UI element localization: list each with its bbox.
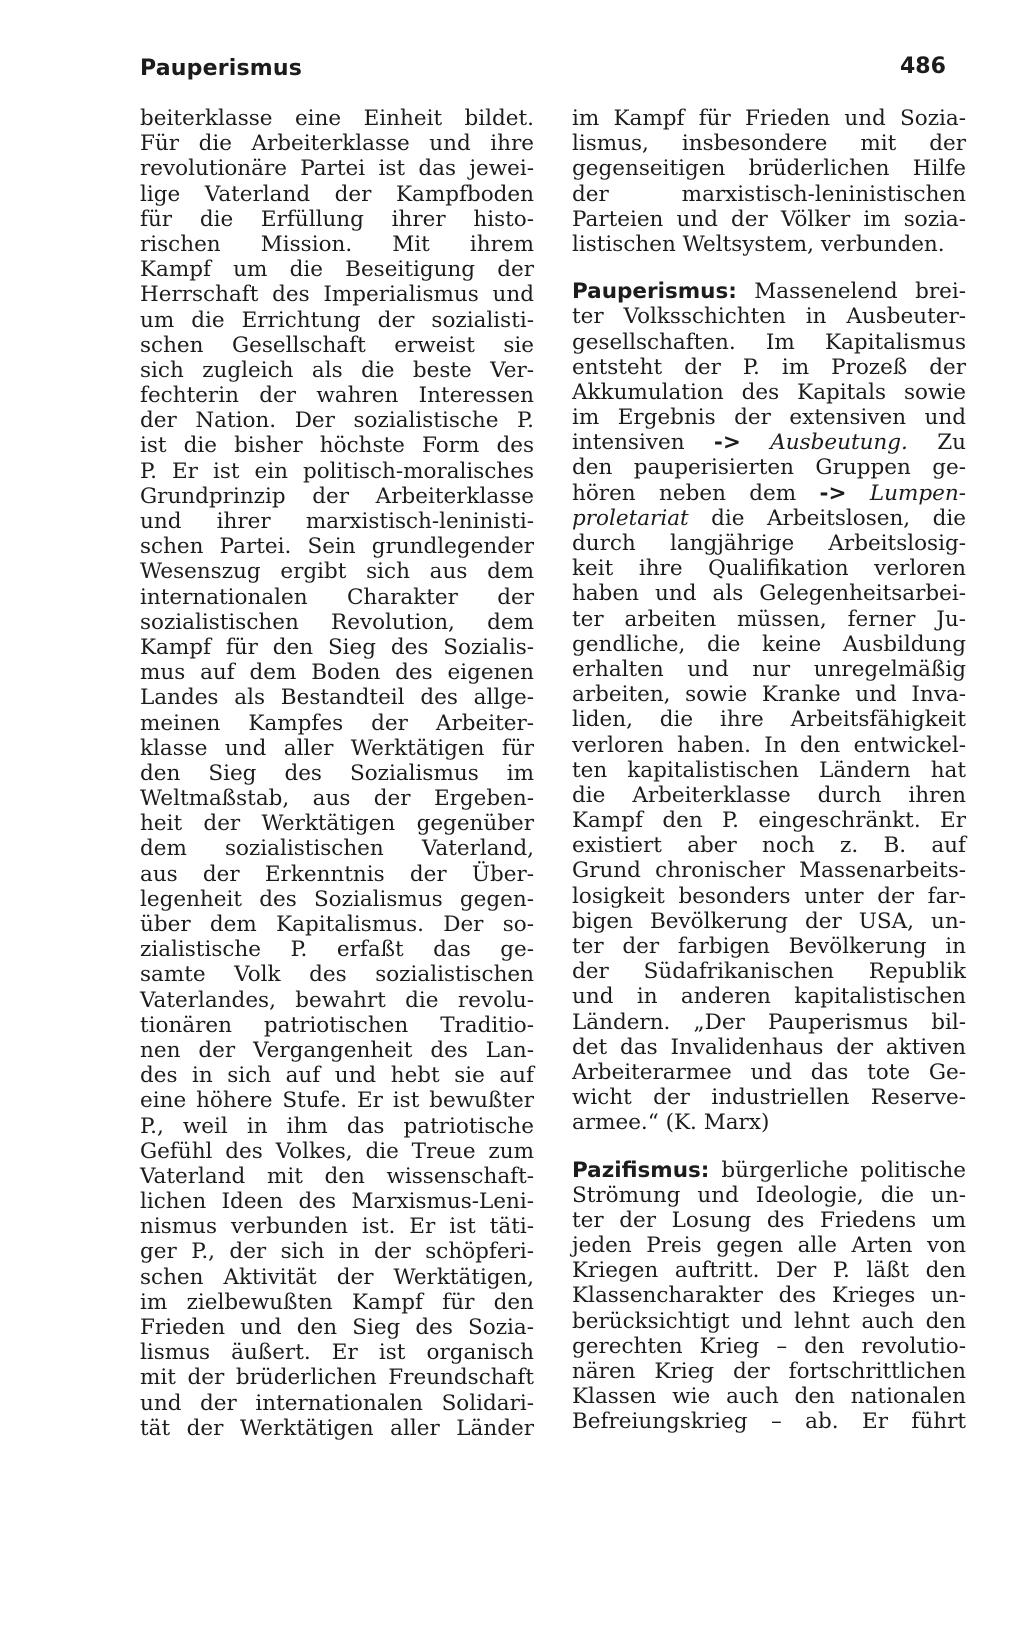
text-line: Vaterland mit den wissenschaft- [140, 1163, 534, 1189]
text-line: verloren haben. In den entwickel- [572, 732, 966, 758]
text-line: sozialistischen Revolution, dem [140, 609, 534, 635]
text-line: P. Er ist ein politisch-moralisches [140, 458, 534, 484]
text-line: keit ihre Qualifikation verloren [572, 556, 966, 582]
text-line: beiterklasse eine Einheit bildet. [140, 106, 534, 131]
lemma-pauperismus: Pauperismus: [572, 279, 737, 305]
text-line: losigkeit besonders unter der far- [572, 883, 966, 909]
text-line: im Ergebnis der extensiven und [572, 405, 966, 431]
right-column [572, 106, 966, 1435]
text-line: zialistische P. erfaßt das ge- [140, 937, 534, 963]
text-line: lismus, insbesondere mit der [572, 131, 966, 157]
text-fragment: Zu [907, 430, 966, 456]
text-line: tionären patriotischen Traditio- [140, 1012, 534, 1038]
text-line: der Nation. Der sozialistische P. [140, 408, 534, 434]
text-line: Strömung und Ideologie, die un- [572, 1182, 966, 1208]
text-line: Grund chronischer Massenarbeits- [572, 858, 966, 884]
text-line: Frieden und den Sieg des Sozia- [140, 1315, 534, 1340]
text-line: Klassencharakter des Krieges un- [572, 1283, 966, 1309]
lemma-pazifismus: Pazifismus: [572, 1157, 710, 1183]
text-fragment: hören neben dem [572, 480, 820, 506]
text-line: der Südafrikanischen Republik [572, 959, 966, 985]
text-line: ger P., der sich in der schöpferi- [140, 1239, 534, 1265]
text-line: bigen Bevölkerung der USA, un- [572, 908, 966, 934]
text-line: und in anderen kapitalistischen [572, 984, 966, 1010]
text-line: die Arbeiterklasse durch ihren [572, 782, 966, 808]
text-line: heit der Werktätigen gegenüber [140, 811, 534, 837]
text-line: gesellschaften. Im Kapitalismus [572, 329, 966, 355]
text-line: Grundprinzip der Arbeiterklasse [140, 483, 534, 509]
text-line: aus der Erkenntnis der Über- [140, 861, 534, 887]
text-line: um die Errichtung der sozialisti- [140, 307, 534, 333]
text-line: berücksichtigt und lehnt auch den [572, 1308, 966, 1334]
text-line: gerechten Krieg – den revolutio- [572, 1333, 966, 1359]
text-line: wicht der industriellen Reserve- [572, 1085, 966, 1111]
text-line: armee.“ (K. Marx) [572, 1110, 770, 1136]
text-line: des in sich auf und hebt sie auf [140, 1063, 534, 1089]
text-line: fechterin der wahren Interessen [140, 383, 534, 409]
text-line: für die Erfüllung ihrer histo- [140, 206, 534, 232]
text-line: gendliche, die keine Ausbildung [572, 631, 966, 657]
text-line: entsteht der P. im Prozeß der [572, 354, 966, 380]
text-line: lige Vaterland der Kampfboden [140, 181, 534, 207]
text-fragment: Massenelend brei- [736, 279, 966, 305]
text-line: liden, die ihre Arbeitsfähigkeit [572, 707, 966, 733]
entry-separator [572, 1136, 966, 1158]
text-line: ter der farbigen Bevölkerung in [572, 934, 966, 959]
text-line: legenheit des Sozialismus gegen- [140, 886, 534, 912]
text-line: Landes als Bestandteil des allge- [140, 685, 534, 711]
text-line: tät der Werktätigen aller Länder [140, 1415, 534, 1441]
left-column [140, 106, 534, 1441]
text-line: Befreiungskrieg – ab. Er führt [572, 1409, 966, 1435]
text-line: haben und als Gelegenheitsarbei- [572, 581, 966, 607]
text-line [572, 430, 966, 455]
text-line: dem sozialistischen Vaterland, [140, 836, 534, 862]
text-line: der marxistisch-leninistischen [572, 181, 966, 207]
text-line: Akkumulation des Kapitals sowie [572, 379, 966, 405]
text-line: über dem Kapitalismus. Der so- [140, 912, 534, 937]
cross-reference-lumpenproletariat[interactable]: proletariat [572, 505, 689, 531]
entry-separator [572, 257, 966, 279]
text-line: listischen Weltsystem, verbunden. [572, 231, 945, 257]
cross-reference-lumpenproletariat[interactable]: Lumpen- [869, 480, 966, 506]
text-line: Parteien und der Völker im sozia- [572, 206, 966, 232]
text-line: Weltmaßstab, aus der Ergeben- [140, 786, 534, 812]
text-line: den Sieg des Sozialismus im [140, 760, 534, 786]
text-line: Für die Arbeiterklasse und ihre [140, 131, 534, 157]
text-line: Gefühl des Volkes, die Treue zum [140, 1138, 534, 1164]
text-line: internationalen Charakter der [140, 584, 534, 610]
text-line: Herrschaft des Imperialismus und [140, 282, 534, 308]
text-line: gegenseitigen brüderlichen Hilfe [572, 156, 966, 182]
text-line: den pauperisierten Gruppen ge- [572, 455, 966, 481]
text-fragment: die Arbeitslosen, die [688, 505, 966, 531]
text-line: durch langjährige Arbeitslosig- [572, 531, 966, 556]
text-line: ter arbeiten müssen, ferner Ju- [572, 606, 966, 632]
text-line: im zielbewußten Kampf für den [140, 1289, 534, 1315]
text-line: und ihrer marxistisch-leninisti- [140, 509, 534, 534]
text-line: Klassen wie auch den nationalen [572, 1384, 966, 1410]
text-line: existiert aber noch z. B. auf [572, 833, 966, 859]
text-line [572, 481, 966, 506]
text-line [572, 506, 966, 531]
text-line: Kampf um die Beseitigung der [140, 257, 534, 283]
cross-reference-arrow-icon: -> [819, 480, 847, 506]
cross-reference-arrow-icon: -> [713, 430, 741, 456]
text-fragment: bürgerliche politische [709, 1157, 966, 1183]
text-line: Kampf für den Sieg des Sozialis- [140, 634, 534, 660]
text-line: klasse und aller Werktätigen für [140, 735, 534, 761]
text-line: Vaterlandes, bewahrt die revolu- [140, 987, 534, 1013]
text-line: Wesenszug ergibt sich aus dem [140, 559, 534, 585]
page-number: 486 [900, 54, 946, 79]
text-line: lichen Ideen des Marxismus-Leni- [140, 1189, 534, 1215]
text-line: lismus äußert. Er ist organisch [140, 1340, 534, 1366]
text-line: Arbeiterarmee und das tote Ge- [572, 1059, 966, 1085]
text-fragment: intensiven [572, 430, 714, 456]
running-head: Pauperismus [140, 56, 303, 81]
text-line: Ländern. „Der Pauperismus bil- [572, 1009, 966, 1035]
text-line: meinen Kampfes der Arbeiter- [140, 710, 534, 736]
text-line: arbeiten, sowie Kranke und Inva- [572, 682, 966, 708]
text-line: sich zugleich als die beste Ver- [140, 357, 534, 383]
text-line: schen Partei. Sein grundlegender [140, 534, 534, 560]
text-line: schen Gesellschaft erweist sie [140, 332, 534, 358]
text-line: samte Volk des sozialistischen [140, 962, 534, 988]
entry-first-line [572, 1158, 966, 1183]
cross-reference-ausbeutung[interactable]: Ausbeutung. [770, 430, 908, 456]
text-line: Kampf den P. eingeschränkt. Er [572, 808, 966, 834]
text-line: im Kampf für Frieden und Sozia- [572, 106, 966, 131]
text-line: P., weil in ihm das patriotische [140, 1113, 534, 1139]
text-line: und der internationalen Solidari- [140, 1390, 534, 1416]
text-line: ist die bisher höchste Form des [140, 433, 534, 459]
entry-first-line [572, 279, 966, 304]
text-line: schen Aktivität der Werktätigen, [140, 1264, 534, 1290]
text-line: revolutionäre Partei ist das jewei- [140, 156, 534, 182]
text-line: Kriegen auftritt. Der P. läßt den [572, 1258, 966, 1284]
text-line: erhalten und nur unregelmäßig [572, 656, 966, 682]
text-line: rischen Mission. Mit ihrem [140, 231, 534, 257]
text-line: ter Volksschichten in Ausbeuter- [572, 304, 966, 330]
text-line: jeden Preis gegen alle Arten von [572, 1233, 966, 1259]
text-line: det das Invalidenhaus der aktiven [572, 1034, 966, 1060]
text-line: ter der Losung des Friedens um [572, 1207, 966, 1233]
text-line: nen der Vergangenheit des Lan- [140, 1037, 534, 1063]
text-line: mus auf dem Boden des eigenen [140, 660, 534, 686]
text-line: ten kapitalistischen Ländern hat [572, 757, 966, 783]
text-line: nismus verbunden ist. Er ist täti- [140, 1214, 534, 1240]
text-line: eine höhere Stufe. Er ist bewußter [140, 1088, 534, 1114]
text-line: mit der brüderlichen Freundschaft [140, 1365, 534, 1391]
text-line: nären Krieg der fortschrittlichen [572, 1359, 966, 1384]
